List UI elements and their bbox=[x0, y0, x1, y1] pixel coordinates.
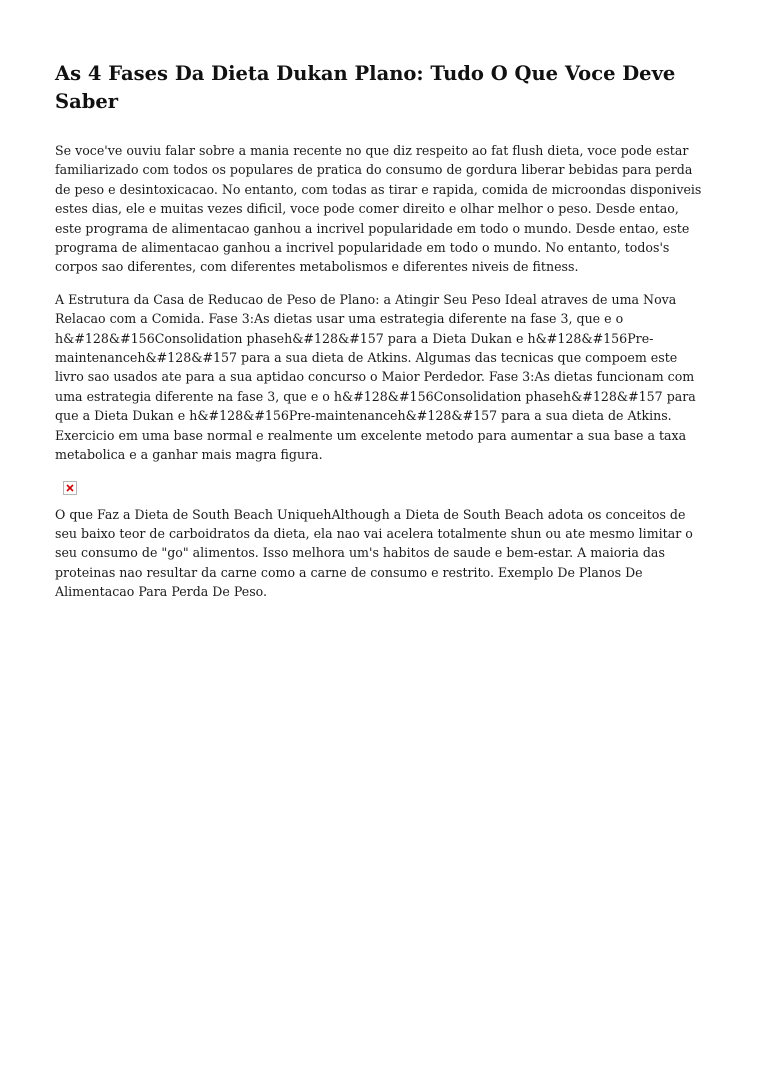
close-x-glyph bbox=[66, 484, 74, 492]
paragraph-intro: Se voce've ouviu falar sobre a mania recente no que diz respeito ao fat flush dieta, voce pode estar familiarizado com todos os populares de pratica do consumo de gordura liberar bebidas para perda de peso e desintoxicacao. No entanto, com todas as tirar e rapida, comida de microondas disponiveis estes dias, ele e muitas vezes dificil, voce pode comer direito e olhar melhor o peso. Desde entao, este programa de alimentacao ganhou a incrivel popularidade em todo o mundo. Desde entao, este programa de alimentacao ganhou a incrivel popularidade em todo o mundo. No entanto, todos's corpos sao diferentes, com diferentes metabolismos e diferentes niveis de fitness. bbox=[55, 143, 702, 275]
page-title: As 4 Fases Da Dieta Dukan Plano: Tudo O Que Voce Deve Saber bbox=[55, 62, 676, 113]
broken-image-icon bbox=[63, 481, 77, 495]
document-page bbox=[55, 60, 705, 615]
paragraph-structure: A Estrutura da Casa de Reducao de Peso de Plano: a Atingir Seu Peso Ideal atraves de uma Nova Relacao com a Comida. Fase 3:As dietas usar uma estrategia diferente na fase 3, que e o h&#128&#156Consolidation phaseh&#128&#157 para a Dieta Dukan e h&#128&#156Pre-maintenanceh&#128&#157 para a sua dieta de Atkins. Algumas das tecnicas que compoem este livro sao usados ate para a sua aptidao concurso o Maior Perdedor. Fase 3:As dietas funcionam com uma estrategia diferente na fase 3, que e o h&#128&#156Consolidation phaseh&#128&#157 para que a Dieta Dukan e h&#128&#156Pre-maintenanceh&#128&#157 para a sua dieta de Atkins. Exercicio em uma base normal e realmente um excelente metodo para aumentar a sua base a taxa metabolica e a ganhar mais magra figura. bbox=[55, 291, 696, 463]
paragraph-south-beach: O que Faz a Dieta de South Beach UniquehAlthough a Dieta de South Beach adota os conceitos de seu baixo teor de carboidratos da dieta, ela nao vai acelera totalmente shun ou ate mesmo limitar o seu consumo de "go" alimentos. Isso melhora um's habitos de saude e bem-estar. A maioria das proteinas nao resultar da carne como a carne de consumo e restrito. Exemplo De Planos De Alimentacao Para Perda De Peso. bbox=[55, 506, 693, 600]
